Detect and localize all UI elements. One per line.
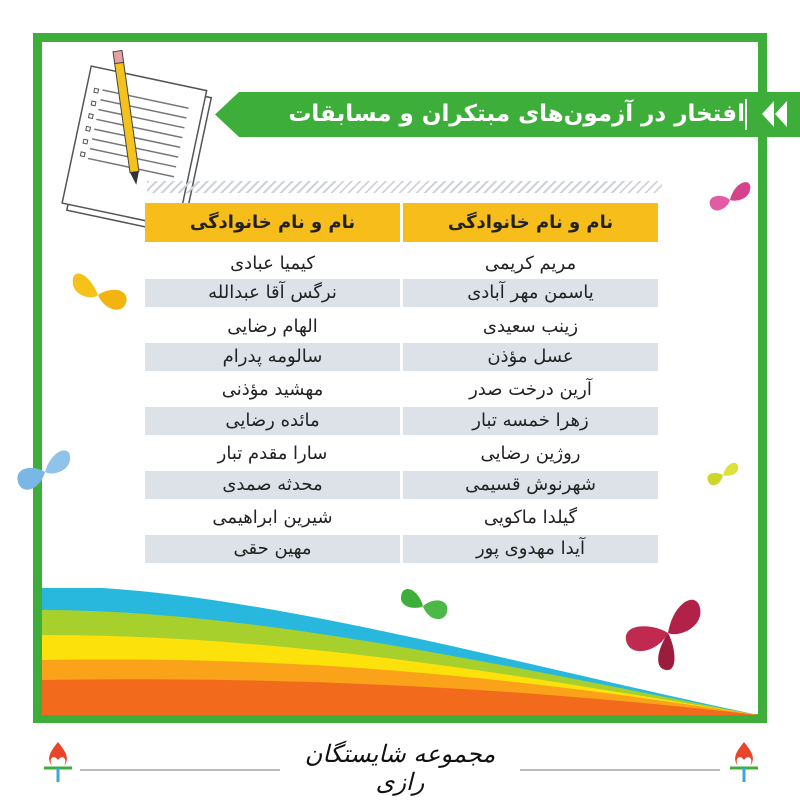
- divider-stripe: [147, 181, 662, 193]
- name-cell: نرگس آقا عبدالله: [145, 279, 400, 307]
- name-cell: روژین رضایی: [480, 443, 581, 464]
- name-cell: آیدا مهدوی پور: [403, 535, 658, 563]
- name-cell: یاسمن مهر آبادی: [403, 279, 658, 307]
- flame-logo-icon: [38, 738, 78, 786]
- butterfly-icon: [703, 455, 743, 495]
- flame-logo-icon: [724, 738, 764, 786]
- name-cell: الهام رضایی: [227, 316, 318, 337]
- butterfly-icon: [618, 588, 708, 676]
- name-cell: شهرنوش قسیمی: [403, 471, 658, 499]
- footer-rule: [520, 769, 720, 771]
- column-header-left: نام و نام خانوادگی: [145, 203, 400, 242]
- name-cell: کیمیا عبادی: [230, 253, 315, 274]
- butterfly-icon: [395, 580, 453, 630]
- name-cell: مائده رضایی: [145, 407, 400, 435]
- name-cell: محدثه صمدی: [145, 471, 400, 499]
- name-cell: زینب سعیدی: [482, 316, 579, 337]
- footer-rule: [80, 769, 280, 771]
- name-cell: مهین حقی: [145, 535, 400, 563]
- banner-separator: [745, 99, 747, 130]
- butterfly-icon: [10, 440, 80, 505]
- name-cell: مریم کریمی: [484, 253, 577, 274]
- footer-title: مجموعه شایستگان رازی: [304, 740, 496, 796]
- name-cell: سالومه پدرام: [145, 343, 400, 371]
- banner-title: افتخار در آزمون‌های مبتکران و مسابقات علمی: [288, 101, 745, 172]
- column-header-right: نام و نام خانوادگی: [403, 203, 658, 242]
- name-cell: شیرین ابراهیمی: [212, 507, 333, 528]
- name-cell: زهرا خمسه تبار: [403, 407, 658, 435]
- name-cell: گیلدا ماکویی: [483, 507, 578, 528]
- name-cell: سارا مقدم تبار: [217, 443, 328, 464]
- name-cell: آرین درخت صدر: [469, 379, 592, 400]
- name-cell: مهشید مؤذنی: [221, 379, 324, 400]
- chevron-left-icon: [775, 101, 787, 127]
- chevron-left-icon: [762, 101, 774, 127]
- butterfly-icon: [68, 265, 133, 320]
- butterfly-icon: [705, 175, 755, 225]
- name-cell: عسل مؤذن: [403, 343, 658, 371]
